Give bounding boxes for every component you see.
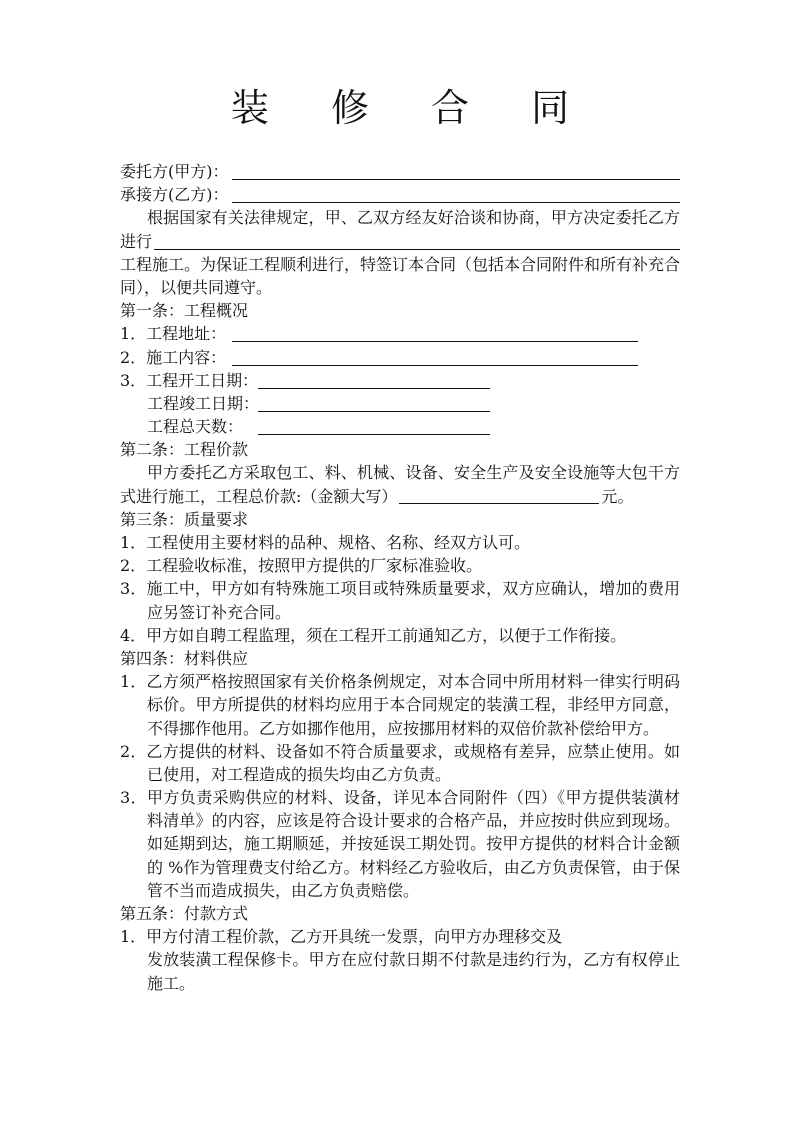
intro-line-4: 同），以便共同遵守。 (120, 277, 273, 297)
art2-line-2 (120, 485, 680, 508)
party-a-label: 委托方(甲方)： (120, 162, 229, 181)
art4-item-3-line-2: 料清单》的内容，应该是符合设计要求的合格产品，并应按时供应到现场。 (147, 811, 680, 831)
art2-line-1: 甲方委托乙方采取包工、料、机械、设备、安全生产及安全设施等大包干方 (147, 463, 680, 483)
art1-start-line (120, 369, 680, 392)
party-b-line (120, 183, 680, 206)
content-blank[interactable] (232, 365, 638, 366)
art4-item-3-line-3: 如延期到达，施工期顺延，并按延误工期处罚。按甲方提供的材料合计金额 (147, 834, 680, 854)
party-a-blank[interactable] (232, 179, 680, 180)
art3-item-3-line-1: 3．施工中，甲方如有特殊施工项目或特殊质量要求，双方应确认，增加的费用 (120, 579, 680, 599)
art4-item-1-line-1: 1．乙方须严格按照国家有关价格条例规定，对本合同中所用材料一律实行明码 (120, 672, 680, 692)
art5-item-1-line-2: 发放装潢工程保修卡。甲方在应付款日期不付款是违约行为，乙方有权停止 (147, 950, 680, 970)
party-b-blank[interactable] (232, 202, 680, 203)
art1-finish-label: 工程竣工日期： (147, 393, 260, 413)
art4-item-1-line-2: 标价。甲方所提供的材料均应用于本合同规定的装潢工程，非经甲方同意， (147, 695, 680, 715)
intro-line-2-text: 进行 (120, 231, 153, 251)
finish-date-blank[interactable] (258, 411, 490, 412)
contract-body (120, 160, 680, 995)
art1-content-label: 2．施工内容： (120, 347, 227, 367)
art5-item-1-line-3: 施工。 (147, 973, 196, 993)
art3-item-4: 4．甲方如自聘工程监理，须在工程开工前通知乙方，以便于工作衔接。 (120, 625, 627, 645)
art1-days-label: 工程总天数： (147, 417, 244, 437)
art1-address-line (120, 322, 680, 345)
art4-item-2-line-1: 2．乙方提供的材料、设备如不符合质量要求，或规格有差异，应禁止使用。如 (120, 741, 680, 761)
art4-item-1-line-3: 不得挪作他用。乙方如挪作他用，应按挪用材料的双倍价款补偿给甲方。 (147, 718, 660, 738)
article-3-heading: 第三条：质量要求 (120, 509, 249, 529)
art2-line-2-suffix: 元。 (601, 486, 634, 506)
art5-item-1-line-1: 1．甲方付清工程价款，乙方开具统一发票，向甲方办理移交及 (120, 927, 563, 947)
art1-start-label: 3．工程开工日期： (120, 370, 259, 390)
article-4-heading: 第四条：材料供应 (120, 648, 249, 668)
art1-content-line (120, 346, 680, 369)
party-b-label: 承接方(乙方)： (120, 185, 229, 205)
art4-item-3-line-1: 3．甲方负责采购供应的材料、设备，详见本合同附件（四）《甲方提供装潢材 (120, 788, 680, 808)
art1-address-label: 1．工程地址： (120, 324, 227, 344)
art4-item-2-line-2: 已使用，对工程造成的损失均由乙方负责。 (147, 764, 452, 784)
article-5-heading: 第五条：付款方式 (120, 904, 249, 923)
article-2-heading: 第二条：工程价款 (120, 440, 249, 460)
total-days-blank[interactable] (258, 434, 490, 435)
project-name-blank[interactable] (154, 249, 680, 250)
party-a-line (120, 160, 680, 183)
art3-item-1: 1．工程使用主要材料的品种、规格、名称、经双方认可。 (120, 533, 531, 552)
art4-item-3-line-5: 管不当而造成损失，由乙方负责赔偿。 (147, 880, 420, 900)
start-date-blank[interactable] (258, 388, 490, 389)
art1-finish-line (120, 392, 680, 415)
art2-line-2-text: 式进行施工，工程总价款:（金额大写） (120, 486, 398, 506)
article-1-heading: 第一条：工程概况 (120, 301, 249, 321)
art3-item-3-line-2: 应另签订补充合同。 (147, 602, 292, 622)
intro-line-3: 工程施工。为保证工程顺利进行，特签订本合同（包括本合同附件和所有补充合 (120, 254, 681, 274)
document-title: 装 修 合 同 (230, 86, 595, 130)
intro-line-1: 根据国家有关法律规定，甲、乙双方经友好洽谈和协商，甲方决定委托乙方 (147, 208, 680, 228)
total-price-blank[interactable] (399, 487, 599, 504)
art1-days-line (120, 415, 680, 438)
address-blank[interactable] (232, 341, 638, 342)
intro-line-2 (120, 230, 680, 253)
art4-item-3-line-4: 的 %作为管理费支付给乙方。材料经乙方验收后，由乙方负责保管，由于保 (147, 857, 680, 877)
art3-item-2: 2．工程验收标准，按照甲方提供的厂家标准验收。 (120, 556, 483, 576)
